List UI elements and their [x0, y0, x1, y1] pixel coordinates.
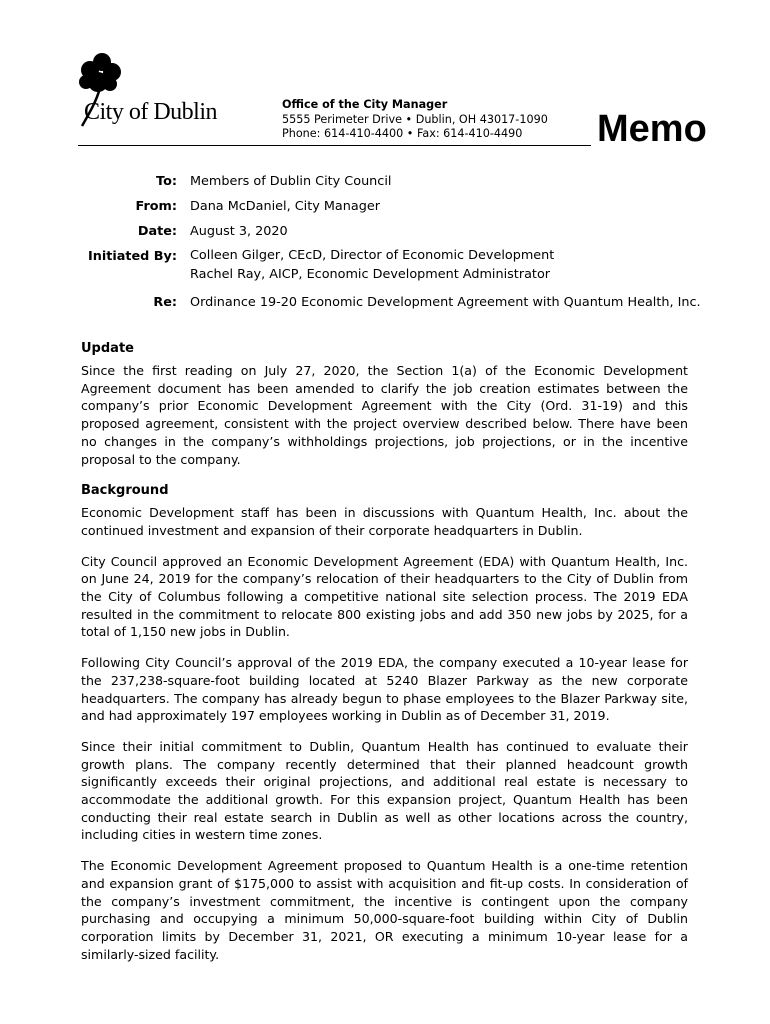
office-address: 5555 Perimeter Drive • Dublin, OH 43017-1090 — [282, 112, 548, 126]
background-paragraph-4: Since their initial commitment to Dublin, Quantum Health has continued to evaluate their growth plans. The company recently determined that their planned headcount growth significantly exceeds their original projections, and additional real estate is necessary to accommodate the additional growth. For this expansion project, Quantum Health has been conducting their real estate search in Dublin as well as other locations across the country, including cities in western time zones. — [81, 738, 688, 843]
from-field — [0, 197, 770, 222]
date-label: Date: — [137, 224, 177, 239]
date-value: August 3, 2020 — [190, 224, 288, 239]
re-field — [0, 293, 770, 318]
background-paragraph-2: City Council approved an Economic Development Agreement (EDA) with Quantum Health, Inc. on June 24, 2019 for the company’s relocation of their headquarters to the City of Dublin from the City of Columbus following a competitive national site selection process. The 2019 EDA resulted in the commitment to relocate 800 existing jobs and add 350 new jobs by 2025, for a total of 1,150 new jobs in Dublin. — [81, 553, 688, 640]
office-phone: Phone: 614-410-4400 • Fax: 614-410-4490 — [282, 127, 523, 140]
to-label: To: — [156, 174, 177, 189]
update-paragraph: Since the first reading on July 27, 2020, the Section 1(a) of the Economic Development Agreement document has been amended to clarify the job creation estimates between the company’s prior Economic Development Agreement with the City (Ord. 31-19) and this proposed agreement, consistent with the project overview described below. There have been no changes in the company’s withholdings projections, job projections, or in the incentive proposal to the company. — [81, 363, 688, 467]
background-paragraph-1: Economic Development staff has been in discussions with Quantum Health, Inc. about the continued investment and expansion of their corporate headquarters in Dublin. — [81, 505, 688, 538]
memo-title: Memo — [597, 108, 707, 150]
initiated-by-field — [0, 247, 770, 293]
initiated-by-line-2: Rachel Ray, AICP, Economic Development Administrator — [190, 266, 551, 282]
to-field — [0, 172, 770, 197]
initiated-by-label: Initiated By: — [87, 249, 177, 264]
update-heading: Update — [81, 341, 134, 356]
re-label: Re: — [153, 295, 177, 310]
re-value: Ordinance 19-20 Economic Development Agreement with Quantum Health, Inc. — [190, 295, 701, 310]
office-block — [282, 98, 548, 142]
logo-wordmark: City of Dublin — [84, 99, 218, 125]
to-value: Members of Dublin City Council — [190, 174, 392, 189]
background-heading: Background — [81, 483, 169, 499]
background-paragraph-3: Following City Council’s approval of the 2019 EDA, the company executed a 10-year lease for the 237,238-square-foot building located at 5240 Blazer Parkway as the new corporate headquarters. The company has already begun to phase employees to the Blazer Parkway site, and had approximately 197 employees working in Dublin as of December 31, 2019. — [81, 655, 688, 724]
initiated-by-line-1: Colleen Gilger, CEcD, Director of Economic Development — [190, 248, 555, 263]
header-divider — [78, 145, 591, 146]
initiated-by-value — [190, 247, 554, 284]
date-field — [0, 222, 770, 247]
from-label: From: — [135, 199, 177, 214]
office-title: Office of the City Manager — [282, 98, 448, 111]
from-value: Dana McDaniel, City Manager — [190, 199, 380, 214]
memo-header-fields — [0, 172, 770, 318]
memo-body — [81, 339, 688, 976]
background-paragraph-5: The Economic Development Agreement proposed to Quantum Health is a one-time retention and expansion grant of $175,000 to assist with acquisition and fit-up costs. In consideration of the company’s investment commitment, the incentive is contingent upon the company purchasing and occupying a minimum 50,000-square-foot building within City of Dublin corporation limits by December 31, 2021, OR executing a minimum 10-year lease for a similarly-sized facility. — [81, 858, 688, 962]
